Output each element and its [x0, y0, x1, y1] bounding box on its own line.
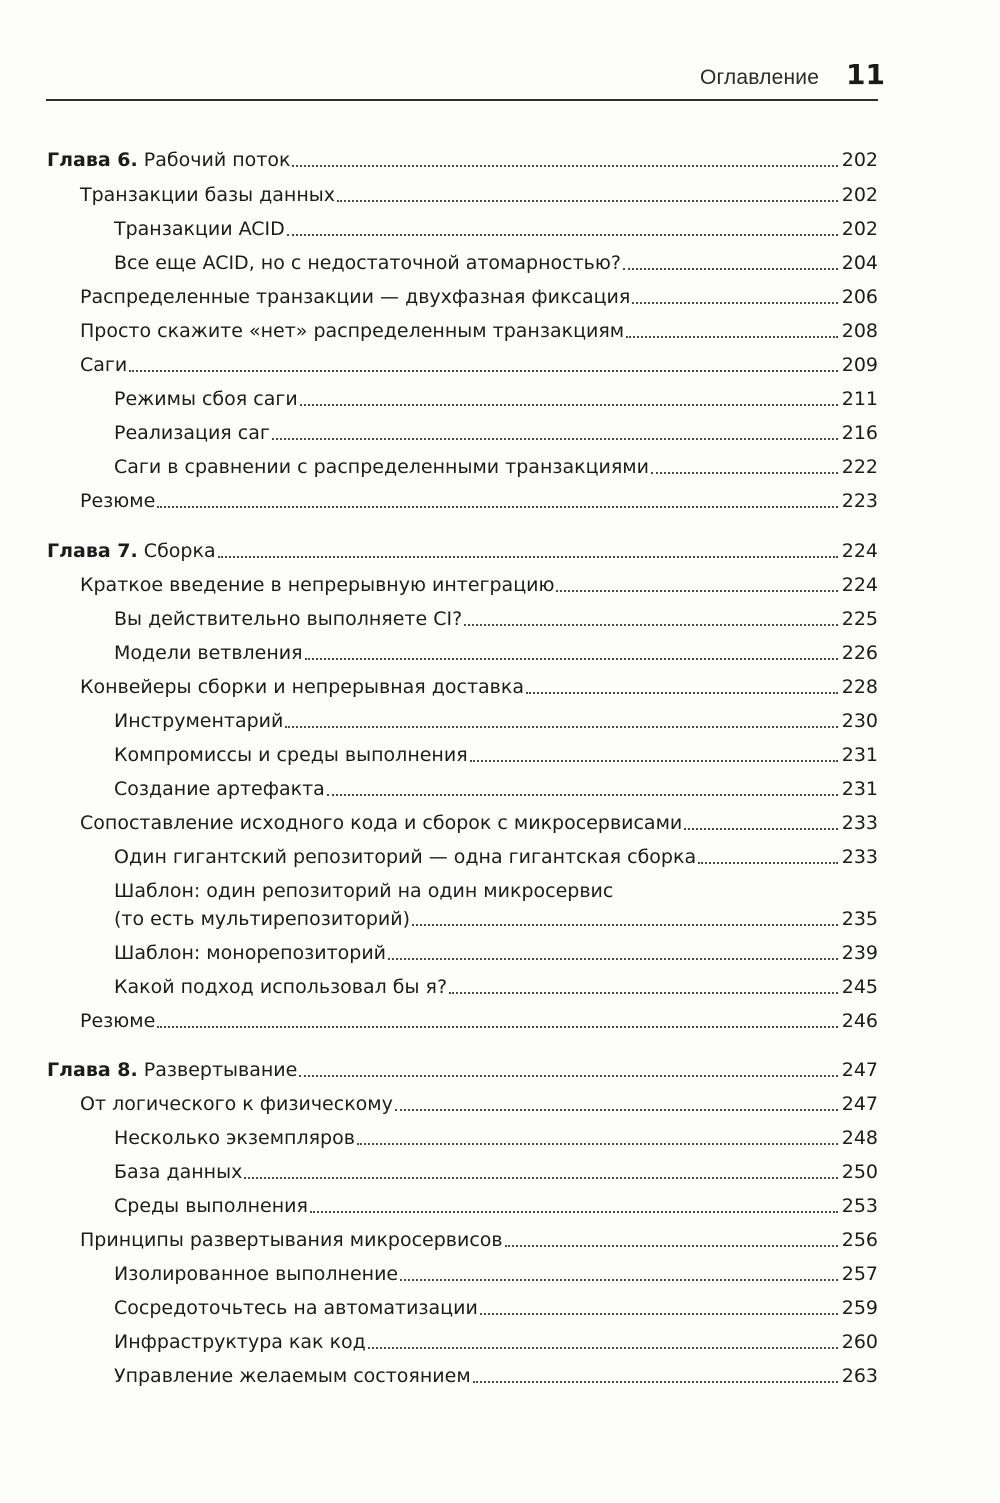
- dot-leader: [305, 658, 838, 660]
- toc-entry[interactable]: [114, 743, 878, 767]
- dot-leader: [480, 1313, 838, 1315]
- entry-title: Шаблон: монорепозиторий: [114, 942, 387, 964]
- page-number: 245: [841, 976, 878, 998]
- page-number: 222: [841, 456, 878, 478]
- entry-title: База данных: [114, 1161, 243, 1183]
- page-number: 260: [841, 1331, 878, 1353]
- entry-title: Саги в сравнении с распределенными транзакциями: [114, 456, 649, 478]
- dot-leader: [473, 1381, 838, 1383]
- chapter-label: Глава 7.: [47, 540, 138, 562]
- entry-title: Сопоставление исходного кода и сборок с микросервисами: [80, 812, 683, 834]
- chapter-title: Развертывание: [143, 1059, 298, 1081]
- dot-leader: [218, 556, 838, 558]
- page-number: 231: [841, 744, 878, 766]
- dot-leader: [292, 165, 837, 167]
- header-rule: [46, 99, 878, 101]
- dot-leader: [300, 404, 838, 406]
- page-number: 233: [841, 812, 878, 834]
- dot-leader: [327, 794, 838, 796]
- entry-title: Среды выполнения: [114, 1195, 308, 1217]
- entry-title: Сосредоточьтесь на автоматизации: [114, 1297, 478, 1319]
- dot-leader: [310, 1211, 838, 1213]
- entry-title: Модели ветвления: [114, 642, 303, 664]
- header-page-number: 11: [846, 58, 885, 91]
- page-number: 230: [841, 710, 878, 732]
- dot-leader: [157, 1026, 837, 1028]
- page-number: 204: [841, 252, 878, 274]
- page-number: 224: [841, 540, 878, 562]
- entry-title: Вы действительно выполняете CI?: [114, 608, 463, 630]
- entry-title: Несколько экземпляров: [114, 1127, 355, 1149]
- chapter-label: Глава 8.: [47, 1059, 138, 1081]
- page-number: 257: [841, 1263, 878, 1285]
- page-number: 247: [841, 1093, 878, 1115]
- page-number: 263: [841, 1365, 878, 1387]
- toc-entry[interactable]: [80, 811, 878, 835]
- toc-entry[interactable]: [114, 1194, 878, 1218]
- toc-entry[interactable]: [114, 217, 878, 241]
- toc-entry[interactable]: [80, 1092, 878, 1116]
- page-number: 246: [841, 1010, 878, 1032]
- toc-entry[interactable]: [114, 1364, 878, 1388]
- entry-title: Создание артефакта: [114, 778, 325, 800]
- page-number: 202: [841, 218, 878, 240]
- dot-leader: [400, 1279, 838, 1281]
- page-number: 259: [841, 1297, 878, 1319]
- entry-title: Компромиссы и среды выполнения: [114, 744, 468, 766]
- page-number: 250: [841, 1161, 878, 1183]
- toc-entry[interactable]: [114, 455, 878, 479]
- entry-title: Режимы сбоя саги: [114, 388, 298, 410]
- dot-leader: [698, 862, 838, 864]
- entry-title: Саги: [80, 354, 128, 376]
- page-number: 216: [841, 422, 878, 444]
- chapter-title: Рабочий поток: [143, 149, 291, 171]
- page-number: 224: [841, 574, 878, 596]
- toc-entry[interactable]: [114, 709, 878, 733]
- entry-title: Резюме: [80, 490, 156, 512]
- entry-title: Резюме: [80, 1010, 156, 1032]
- page-number: 231: [841, 778, 878, 800]
- toc-entry[interactable]: [114, 607, 878, 631]
- toc-entry[interactable]: [114, 907, 878, 931]
- entry-title: Принципы развертывания микросервисов: [80, 1229, 503, 1251]
- toc-entry[interactable]: [114, 1160, 878, 1184]
- page-number: 256: [841, 1229, 878, 1251]
- entry-title: Реализация саг: [114, 422, 270, 444]
- toc-entry[interactable]: [80, 1228, 878, 1252]
- dot-leader: [505, 1245, 838, 1247]
- toc-entry[interactable]: [80, 675, 878, 699]
- page-number: 228: [841, 676, 878, 698]
- toc-chapter[interactable]: [47, 539, 878, 563]
- entry-title: От логического к физическому: [80, 1093, 393, 1115]
- dot-leader: [337, 200, 838, 202]
- dot-leader: [395, 1109, 838, 1111]
- toc-entry[interactable]: [114, 1296, 878, 1320]
- toc-entry[interactable]: [80, 319, 878, 343]
- page-number: 233: [841, 846, 878, 868]
- toc-entry[interactable]: [114, 975, 878, 999]
- dot-leader: [157, 506, 837, 508]
- toc-entry[interactable]: [80, 353, 878, 377]
- entry-title: Управление желаемым состоянием: [114, 1365, 471, 1387]
- page-number: 211: [841, 388, 878, 410]
- entry-title: Конвейеры сборки и непрерывная доставка: [80, 676, 524, 698]
- entry-title-continuation: (то есть мультирепозиторий): [114, 908, 411, 930]
- toc-entry[interactable]: [80, 573, 878, 597]
- chapter-label: Глава 6.: [47, 149, 138, 171]
- page-number: 225: [841, 608, 878, 630]
- toc-entry[interactable]: [114, 777, 878, 801]
- chapter-title: Сборка: [143, 540, 216, 562]
- toc-entry[interactable]: [80, 183, 878, 207]
- page-number: 206: [841, 286, 878, 308]
- entry-title: Все еще ACID, но с недостаточной атомарностью?: [114, 252, 621, 274]
- toc-entry[interactable]: [114, 1262, 878, 1286]
- dot-leader: [684, 828, 837, 830]
- entry-title: Распределенные транзакции — двухфазная фиксация: [80, 286, 631, 308]
- dot-leader: [464, 624, 838, 626]
- page-number: 209: [841, 354, 878, 376]
- entry-title: Транзакции ACID: [114, 218, 285, 240]
- page-number: 235: [841, 908, 878, 930]
- entry-title: Инструментарий: [114, 710, 284, 732]
- entry-title-first-line: Шаблон: один репозиторий на один микросервис: [114, 880, 614, 902]
- page-number: 226: [841, 642, 878, 664]
- page-number: 208: [841, 320, 878, 342]
- toc-chapter[interactable]: [47, 148, 878, 172]
- dot-leader: [388, 958, 838, 960]
- header-title: Оглавление: [700, 66, 820, 89]
- page-number: 248: [841, 1127, 878, 1149]
- page-number: 223: [841, 490, 878, 512]
- toc-entry[interactable]: [114, 1330, 878, 1354]
- toc-entry[interactable]: [80, 489, 878, 513]
- dot-leader: [299, 1075, 837, 1077]
- dot-leader: [623, 268, 838, 270]
- dot-leader: [368, 1347, 838, 1349]
- toc-entry[interactable]: [80, 1009, 878, 1033]
- dot-leader: [526, 692, 838, 694]
- entry-title: Один гигантский репозиторий — одна гигантская сборка: [114, 846, 697, 868]
- page-number: 239: [841, 942, 878, 964]
- toc-entry[interactable]: [114, 845, 878, 869]
- toc-entry[interactable]: [80, 285, 878, 309]
- dot-leader: [449, 992, 838, 994]
- toc-entry[interactable]: [114, 941, 878, 965]
- toc-entry[interactable]: [114, 387, 878, 411]
- page-number: 247: [841, 1059, 878, 1081]
- dot-leader: [287, 234, 838, 236]
- page-number: 202: [841, 184, 878, 206]
- entry-title: Просто скажите «нет» распределенным транзакциям: [80, 320, 625, 342]
- entry-title: Транзакции базы данных: [80, 184, 335, 206]
- entry-title: Какой подход использовал бы я?: [114, 976, 448, 998]
- dot-leader: [272, 438, 838, 440]
- dot-leader: [626, 336, 838, 338]
- page-number: 253: [841, 1195, 878, 1217]
- dot-leader: [651, 472, 838, 474]
- toc-entry[interactable]: [114, 641, 878, 665]
- page-number: 202: [841, 149, 878, 171]
- dot-leader: [470, 760, 838, 762]
- entry-title: Инфраструктура как код: [114, 1331, 366, 1353]
- dot-leader: [285, 726, 837, 728]
- dot-leader: [632, 302, 837, 304]
- dot-leader: [412, 924, 838, 926]
- entry-title: Краткое введение в непрерывную интеграцию: [80, 574, 555, 596]
- dot-leader: [129, 370, 837, 372]
- entry-title: Изолированное выполнение: [114, 1263, 399, 1285]
- dot-leader: [244, 1177, 837, 1179]
- dot-leader: [556, 590, 837, 592]
- toc-chapter[interactable]: [47, 1058, 878, 1082]
- toc-entry[interactable]: [114, 251, 878, 275]
- toc-entry[interactable]: [114, 421, 878, 445]
- dot-leader: [357, 1143, 838, 1145]
- toc-entry[interactable]: [114, 1126, 878, 1150]
